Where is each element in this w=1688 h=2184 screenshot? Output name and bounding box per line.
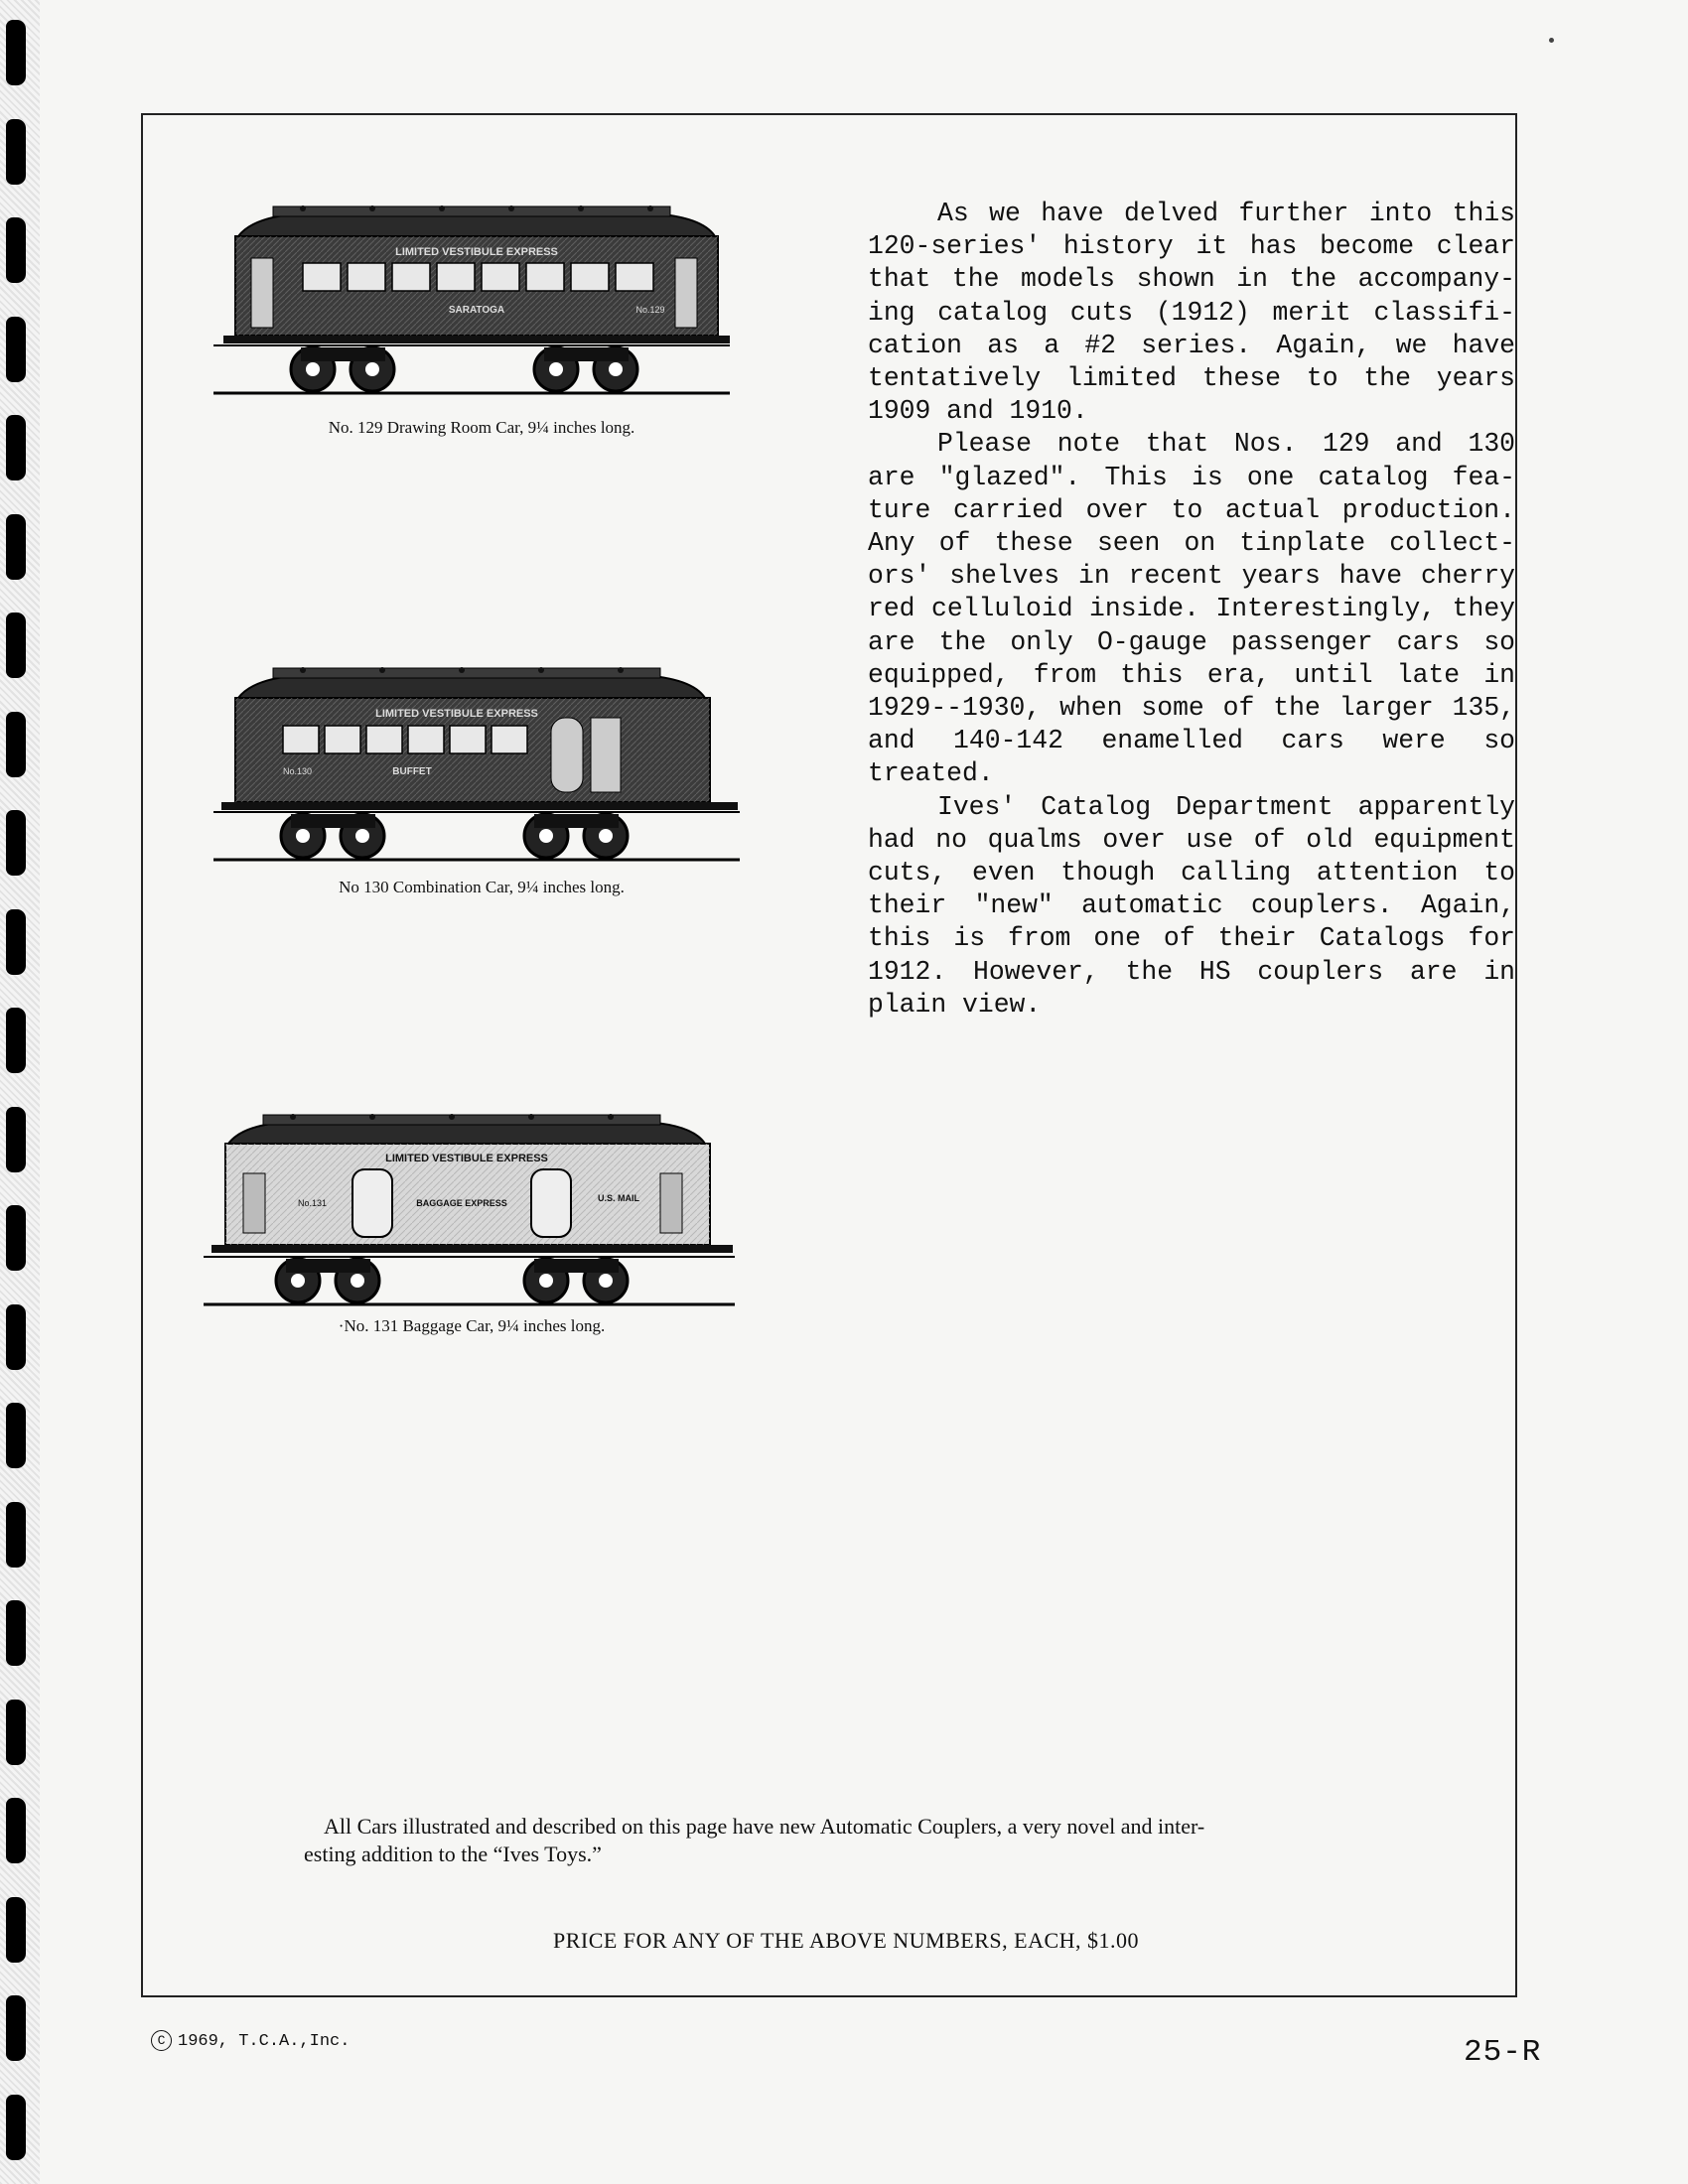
binding-hole <box>6 2095 26 2160</box>
binding-hole <box>6 1107 26 1172</box>
binding-hole <box>6 317 26 382</box>
binding-hole <box>6 613 26 678</box>
mail-label-text: U.S. MAIL <box>598 1193 639 1203</box>
copyright-text: 1969, T.C.A.,Inc. <box>178 2031 351 2051</box>
binding-hole <box>6 1798 26 1863</box>
paragraph-1: As we have delved further into this 120-series' history it has become clear that the models shown in the accompany-ing catalog cuts (1912) merit classifi-cation as a #2 series. Again, we have tentatively limited these to the years 1909 and 1910. <box>868 199 1515 427</box>
car-header-text: LIMITED VESTIBULE EXPRESS <box>395 246 558 258</box>
car-header-text: LIMITED VESTIBULE EXPRESS <box>385 1153 548 1164</box>
binding-hole <box>6 810 26 876</box>
binding-hole <box>6 415 26 480</box>
car-name-text: SARATOGA <box>448 305 505 316</box>
binding-hole <box>6 1304 26 1370</box>
combination-car-image <box>213 663 740 872</box>
binding-hole <box>6 217 26 283</box>
figure-131 <box>204 1112 740 1336</box>
figure-caption: No 130 Combination Car, 9¼ inches long. <box>339 878 625 896</box>
binding-hole <box>6 1700 26 1765</box>
article-text <box>868 198 1515 1022</box>
car-name-text: BAGGAGE EXPRESS <box>416 1198 507 1208</box>
figure-130 <box>213 663 750 897</box>
binding-hole <box>6 1205 26 1271</box>
binding-hole <box>6 119 26 185</box>
figure-129 <box>213 199 750 438</box>
car-number-text: No.131 <box>298 1198 328 1208</box>
copyright-line <box>151 2030 350 2051</box>
figure-caption: ·No. 131 Baggage Car, 9¼ inches long. <box>338 1316 606 1335</box>
car-number-text: No.130 <box>283 766 313 776</box>
price-line <box>0 1928 1688 1954</box>
car-number-text: No.129 <box>635 305 665 315</box>
paragraph-2: Please note that Nos. 129 and 130 are "glazed". This is one catalog fea-ture carried over to actual production. Any of these seen on tinplate collect-ors' shelves in recent years have cherry red celluloid inside. Interestingly, they are the only O-gauge passenger cars so equipped, from this era, until late in 1929--1930, when some of the larger 135, and 140-142 enamelled cars were so treated. <box>868 429 1515 789</box>
binding-hole <box>6 1403 26 1468</box>
car-name-text: BUFFET <box>392 766 432 777</box>
binding-hole <box>6 1600 26 1666</box>
price-text: PRICE FOR ANY OF THE ABOVE NUMBERS, EACH, $1.00 <box>552 1928 1140 1953</box>
binding-hole <box>6 1995 26 2061</box>
coupler-note <box>304 1813 1386 1868</box>
binding-hole <box>6 1008 26 1073</box>
binding-hole <box>6 20 26 85</box>
car-header-text: LIMITED VESTIBULE EXPRESS <box>375 708 538 720</box>
copyright-icon: C <box>151 2030 172 2051</box>
note-line-2: esting addition to the “Ives Toys.” <box>304 1842 602 1866</box>
paragraph-3: Ives' Catalog Department apparently had no qualms over use of old equipment cuts, even though calling attention to their "new" automatic couplers. Again, this is from one of their Catalogs for 1912. However, the HS couplers are in plain view. <box>868 791 1515 1020</box>
binding-hole <box>6 1502 26 1568</box>
binding-hole <box>6 514 26 580</box>
baggage-car-image <box>204 1112 735 1310</box>
page-number: 25-R <box>1464 2035 1542 2070</box>
figure-caption: No. 129 Drawing Room Car, 9¼ inches long. <box>328 418 635 437</box>
note-line-1: All Cars illustrated and described on this page have new Automatic Couplers, a very novel and inter- <box>324 1814 1205 1839</box>
drawing-room-car-image <box>213 199 730 412</box>
paper-speck <box>1549 38 1554 43</box>
binding-hole <box>6 712 26 777</box>
binding-hole <box>6 909 26 975</box>
